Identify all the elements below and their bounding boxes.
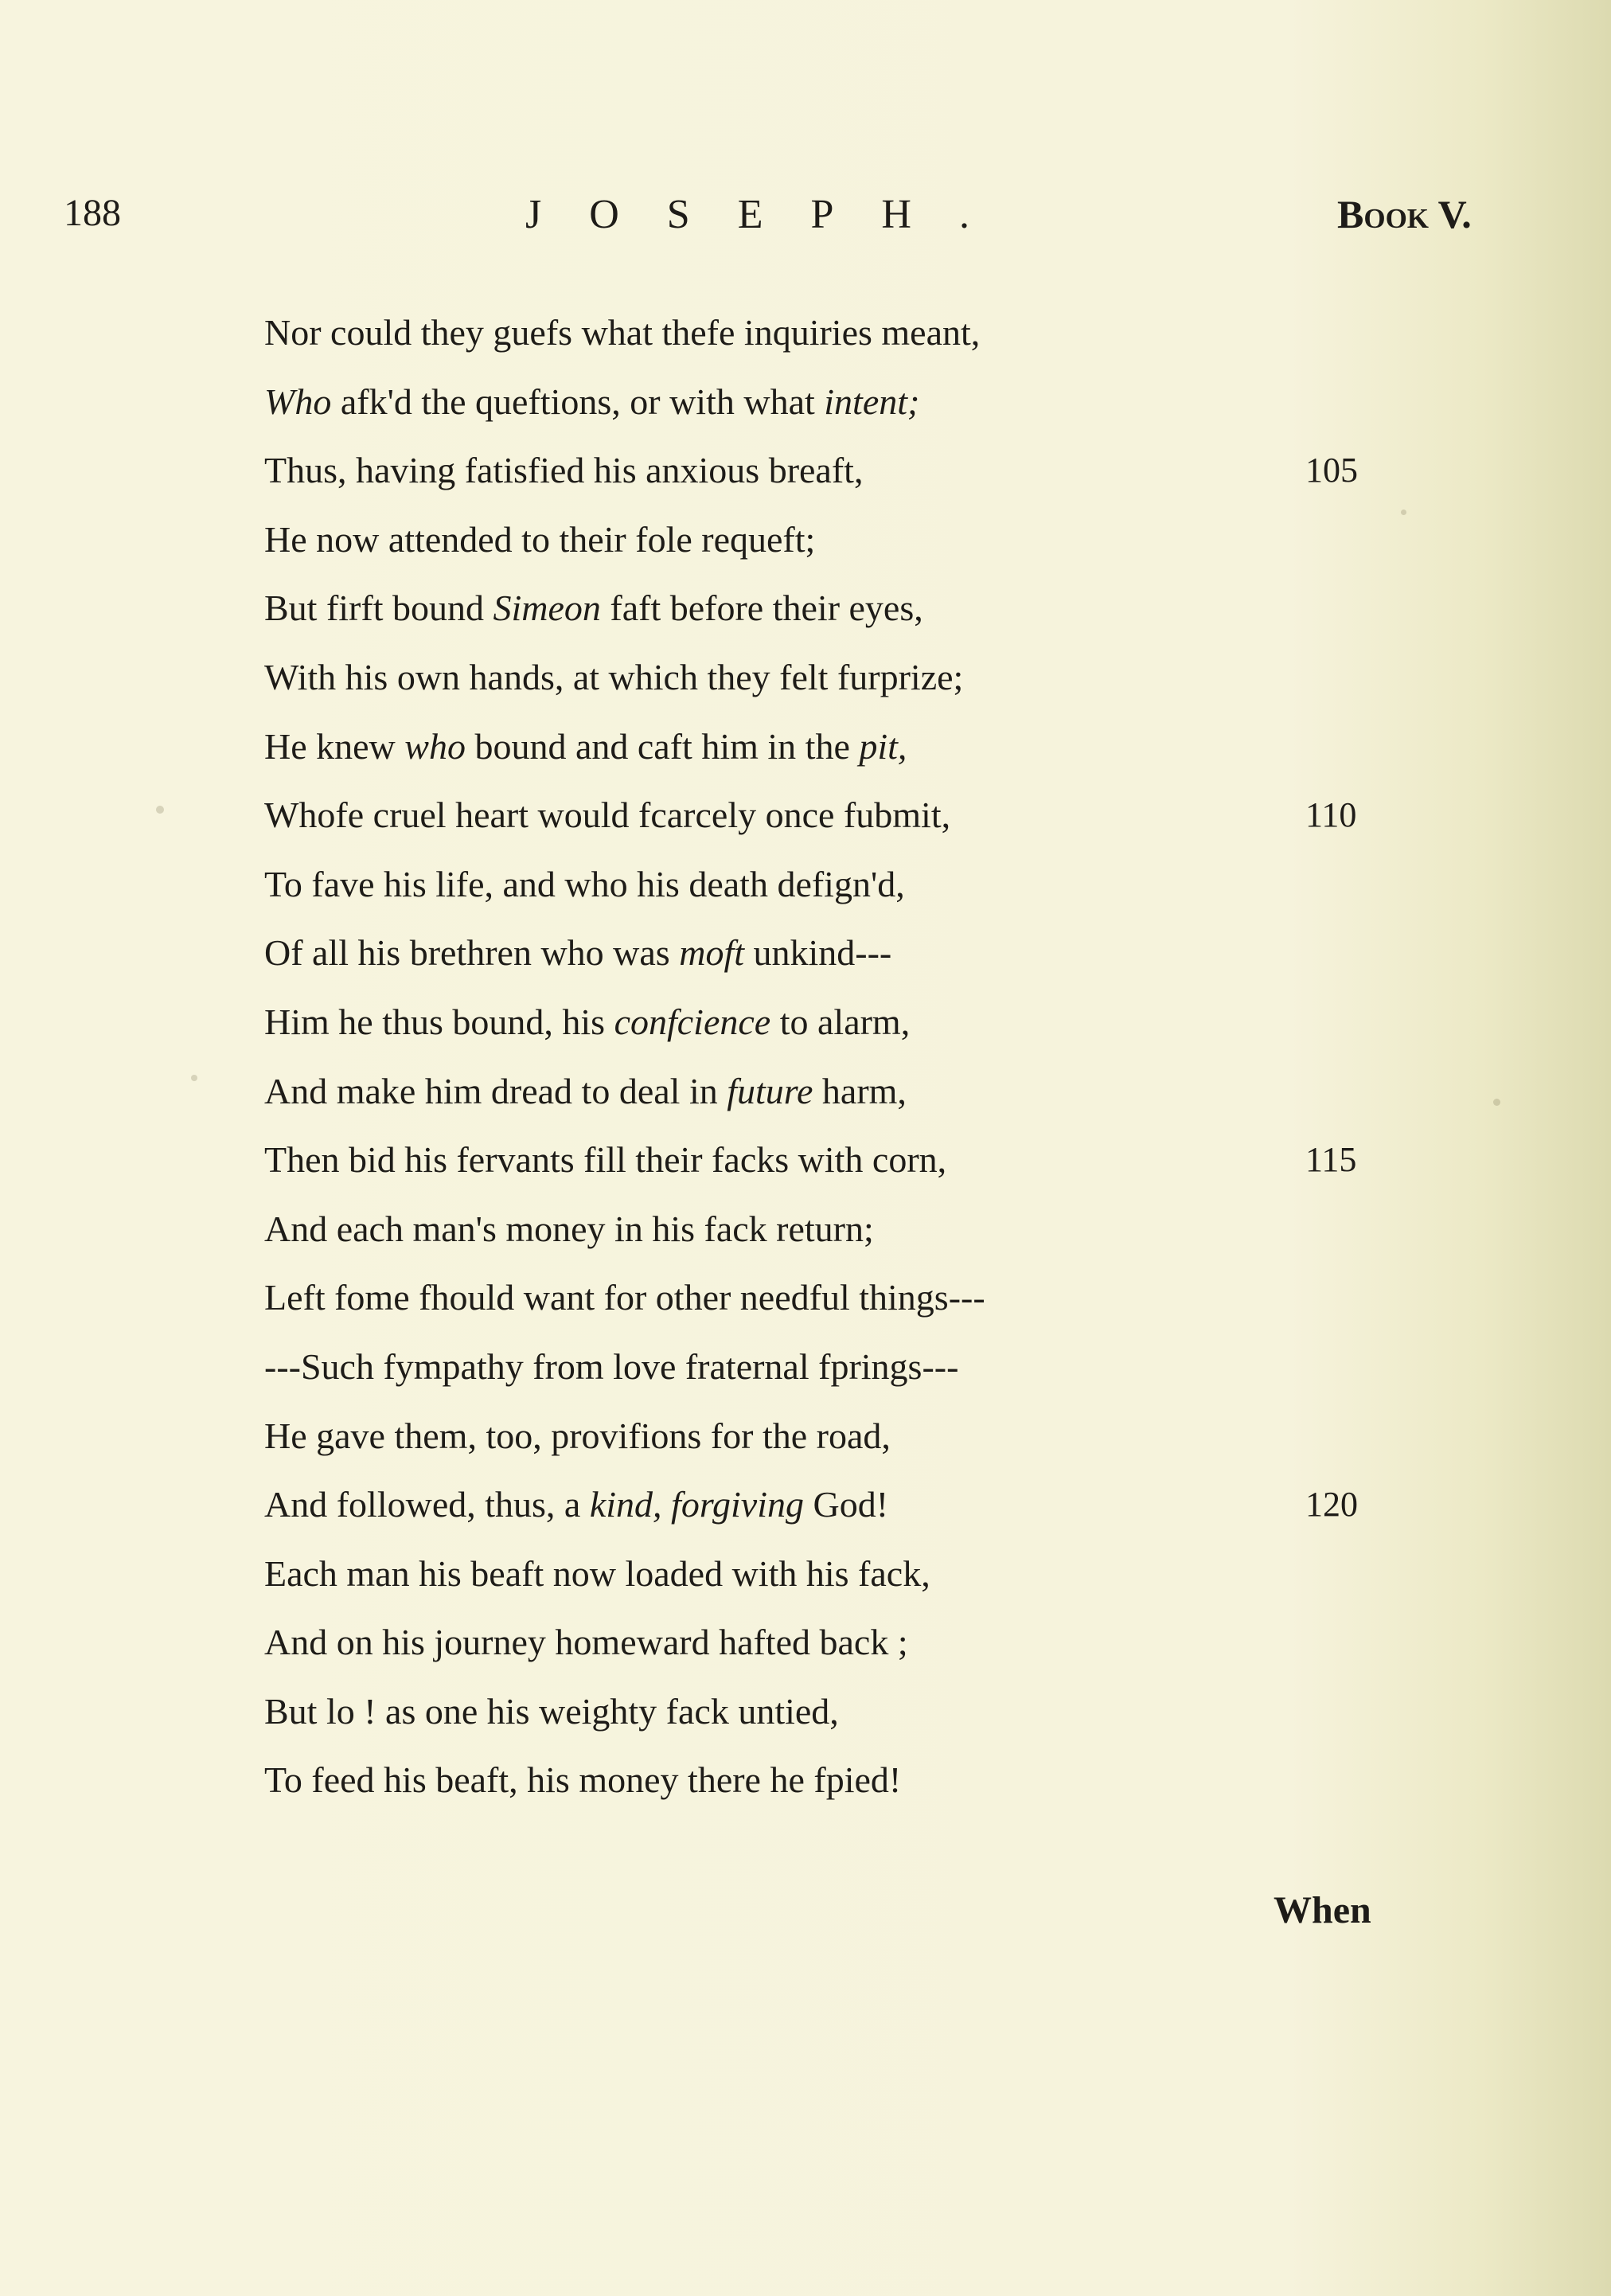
verse-line xyxy=(264,1540,1442,1609)
verse-italic-phrase: who xyxy=(404,725,466,767)
verse-phrase: And followed, thus, a xyxy=(264,1484,590,1525)
foxing-spot xyxy=(1493,1099,1500,1106)
verse-italic-phrase: pit, xyxy=(859,725,907,767)
verse-block xyxy=(264,299,1442,1815)
verse-line-text xyxy=(264,919,891,988)
foxing-spot xyxy=(1401,510,1406,515)
verse-phrase: faft before their eyes, xyxy=(600,588,923,629)
verse-line-text xyxy=(264,1677,839,1747)
verse-line-text xyxy=(264,1402,891,1471)
page-header xyxy=(0,191,1611,255)
verse-line-text xyxy=(264,1263,985,1333)
verse-line xyxy=(264,1608,1442,1677)
verse-line-text xyxy=(264,574,923,643)
verse-phrase: Each man his beaft now loaded with his fack, xyxy=(264,1552,930,1594)
verse-phrase: And each man's money in his fack return; xyxy=(264,1208,874,1249)
verse-line xyxy=(264,713,1442,782)
verse-phrase: He gave them, too, provifions for the road, xyxy=(264,1415,891,1456)
verse-phrase: Nor could they guefs what thefe inquiries meant, xyxy=(264,312,981,353)
verse-phrase: He now attended to their fole requeft; xyxy=(264,518,816,560)
verse-phrase: To fave his life, and who his death defign'd, xyxy=(264,863,905,904)
verse-phrase: unkind--- xyxy=(744,932,892,974)
verse-line xyxy=(264,368,1442,437)
verse-phrase: With his own hands, at which they felt furprize; xyxy=(264,656,964,697)
verse-line-text xyxy=(264,713,907,782)
verse-italic-phrase: kind, forgiving xyxy=(589,1484,804,1525)
foxing-spot xyxy=(191,1075,197,1081)
verse-line-text xyxy=(264,1333,958,1402)
verse-phrase: He knew xyxy=(264,725,405,767)
verse-line-text xyxy=(264,1540,930,1609)
verse-line xyxy=(264,1333,1442,1402)
verse-phrase: Of all his brethren who was xyxy=(264,932,680,974)
foxing-spot xyxy=(156,806,164,814)
verse-phrase: Him he thus bound, his xyxy=(264,1001,614,1042)
verse-phrase: Then bid his fervants fill their facks with corn, xyxy=(264,1139,947,1181)
verse-line-text xyxy=(264,436,863,506)
verse-phrase: And make him dread to deal in xyxy=(264,1070,727,1111)
verse-phrase: to alarm, xyxy=(770,1001,911,1042)
verse-phrase: And on his journey homeward hafted back ; xyxy=(264,1622,908,1663)
verse-phrase: But firft bound xyxy=(264,588,493,629)
verse-line-text xyxy=(264,299,980,368)
verse-line xyxy=(264,506,1442,575)
verse-italic-phrase: Who xyxy=(264,381,332,422)
page-number: 188 xyxy=(64,192,121,234)
verse-line-text xyxy=(264,1126,946,1195)
verse-line xyxy=(264,1746,1442,1815)
verse-italic-phrase: future xyxy=(727,1070,813,1111)
verse-line xyxy=(264,1263,1442,1333)
verse-phrase: harm, xyxy=(813,1070,907,1111)
verse-line-text xyxy=(264,506,815,575)
verse-line xyxy=(264,436,1442,506)
verse-line xyxy=(264,1126,1442,1195)
verse-line-text xyxy=(264,781,950,850)
catchword: When xyxy=(1274,1889,1371,1931)
verse-line xyxy=(264,1402,1442,1471)
verse-line-text xyxy=(264,1746,901,1815)
verse-line xyxy=(264,988,1442,1057)
line-number: 105 xyxy=(1305,451,1358,490)
verse-phrase: Thus, having fatisfied his anxious breaft, xyxy=(264,450,864,491)
line-number: 120 xyxy=(1305,1485,1358,1525)
line-number: 110 xyxy=(1305,795,1357,835)
verse-phrase: bound and caft him in the xyxy=(465,725,860,767)
verse-phrase: To feed his beaft, his money there he fpied! xyxy=(264,1759,902,1801)
verse-line-text xyxy=(264,1470,888,1540)
verse-line xyxy=(264,299,1442,368)
verse-line-text xyxy=(264,643,963,713)
verse-phrase: ---Such fympathy from love fraternal fprings--- xyxy=(264,1345,959,1387)
verse-line-text xyxy=(264,1057,907,1127)
verse-line xyxy=(264,1195,1442,1264)
book-label: Book V. xyxy=(1337,192,1472,236)
verse-line xyxy=(264,574,1442,643)
verse-line xyxy=(264,643,1442,713)
verse-line xyxy=(264,1470,1442,1540)
verse-line xyxy=(264,1677,1442,1747)
verse-phrase: But lo ! as one his weighty fack untied, xyxy=(264,1690,839,1732)
verse-phrase: Whofe cruel heart would fcarcely once fubmit, xyxy=(264,795,951,836)
verse-italic-phrase: intent; xyxy=(824,381,920,422)
verse-line xyxy=(264,919,1442,988)
verse-line xyxy=(264,781,1442,850)
verse-italic-phrase: moft xyxy=(679,932,744,974)
verse-line xyxy=(264,850,1442,920)
running-title: JOSEPH. xyxy=(525,192,1017,237)
verse-line-text xyxy=(264,1608,908,1677)
verse-phrase: Left fome fhould want for other needful things--- xyxy=(264,1277,985,1318)
verse-line-text xyxy=(264,988,910,1057)
verse-italic-phrase: Simeon xyxy=(493,588,601,629)
verse-line-text xyxy=(264,850,905,920)
verse-italic-phrase: confcience xyxy=(614,1001,771,1042)
verse-phrase: afk'd the queftions, or with what xyxy=(331,381,825,422)
verse-phrase: God! xyxy=(804,1484,889,1525)
verse-line-text xyxy=(264,368,919,437)
line-number: 115 xyxy=(1305,1140,1357,1180)
verse-line xyxy=(264,1057,1442,1127)
verse-line-text xyxy=(264,1195,874,1264)
